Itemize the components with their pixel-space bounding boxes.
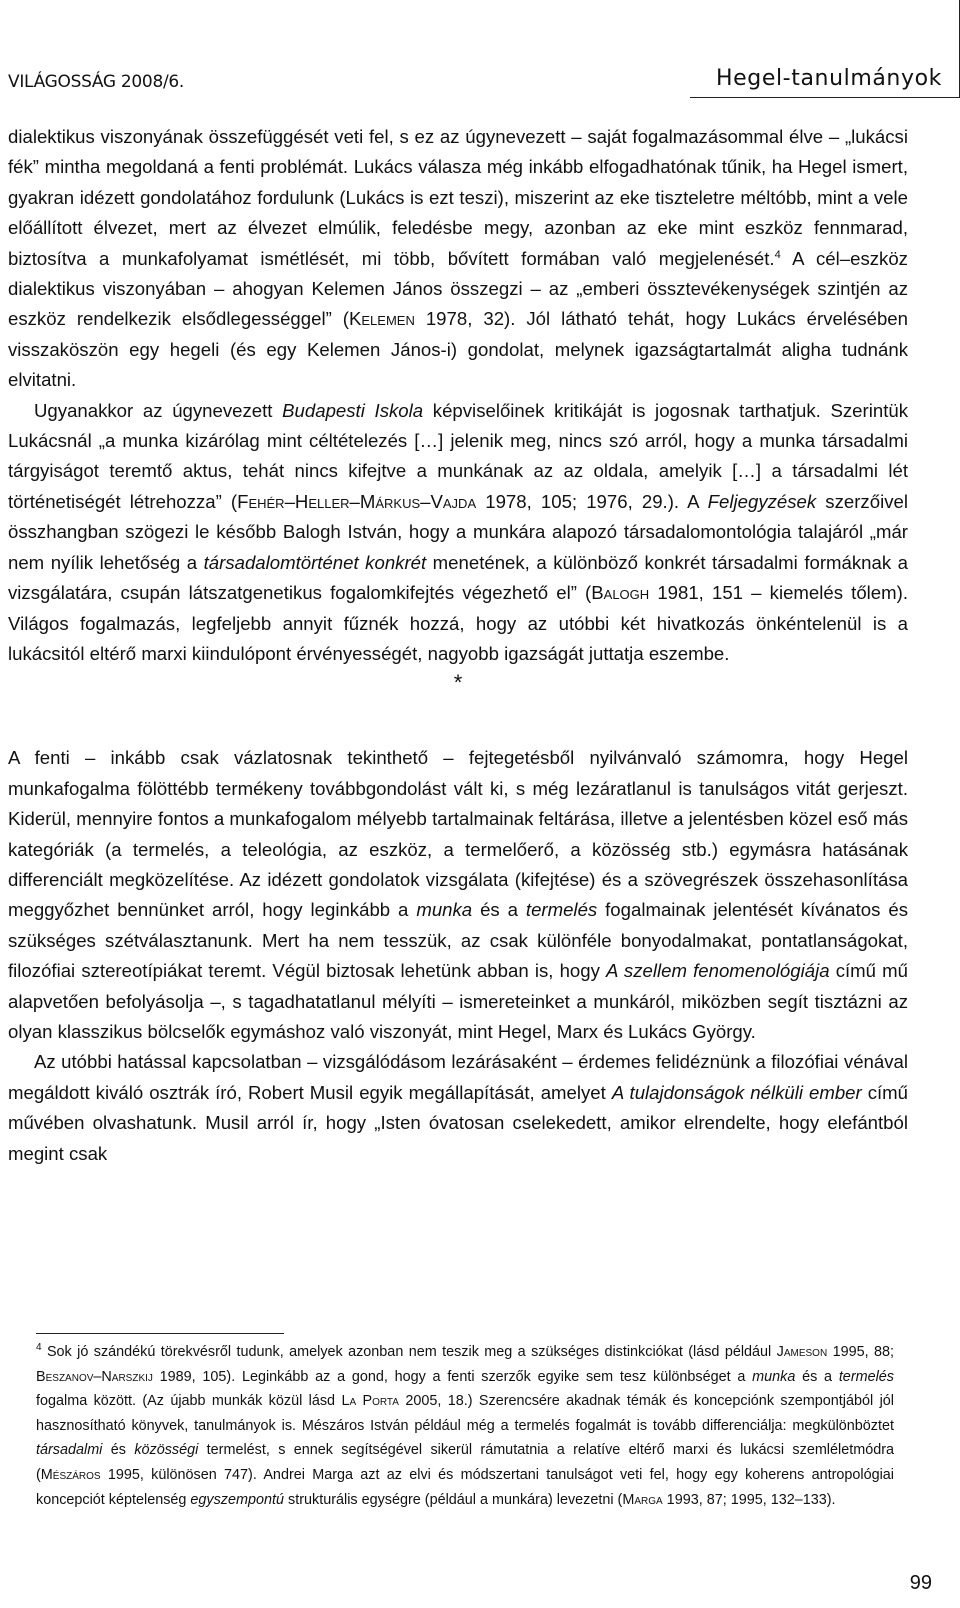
header-rule [690, 97, 960, 98]
article-body [8, 122, 908, 1169]
page-number: 99 [909, 1572, 932, 1594]
footnote-number: 4 [36, 1342, 42, 1354]
paragraph-4: Az utóbbi hatással kapcsolatban – vizsgálódásom lezárásaként – érdemes felidéznünk a filozófiai vénával megáldott kiváló osztrák író, Robert Musil egyik megállapítását, amelyet A tulajdonságok nélküli ember című művében olvashatunk. Musil arról ír, hogy „Isten óvatosan cselekedett, amikor elrendelte, hogy elefántból megint csak [8, 1051, 908, 1164]
paragraph-1: dialektikus viszonyának összefüggését veti fel, s ez az úgynevezett – saját fogalmazásommal élve – „lukácsi fék” mintha megoldaná a fenti problémát. Lukács válasza még inkább elfogadhatónak tűnik, ha Hegel ismert, gyakran idézett gondolatához fordulunk (Lukács is ezt teszi), miszerint az eke tiszteletre méltóbb, mint a vele előállított élvezet, mert az élvezet elmúlik, feledésbe megy, azonban az eke mint eszköz fennmarad, biztosítva a munkafolyamat ismétlését, mi több, bővített formában való megjelenését.$^4$ A cél–eszköz dialektikus viszonyában – ahogyan Kelemen János összegzi – az „emberi össztevékenységek szintjén az eszköz rendelkezik elsődlegességgel” (Kelemen 1978, 32). Jól látható tehát, hogy Lukács érvelésében visszaköszön egy hegeli (és egy Kelemen János-i) gondolat, melynek igazságtartalmát aligha tudnánk elvitatni. [8, 126, 908, 391]
paragraph-2: Ugyanakkor az úgynevezett Budapesti Iskola képviselőinek kritikáját is jogosnak tarthatjuk. Szerintük Lukácsnál „a munka kizárólag mint céltételezés […] jelenik meg, nincs szó arról, hogy a munka társadalmi tárgyiságot teremtő aktus, tehát nincs kifejtve a munkának az az oldala, amelyik […] a társadalmi lét történetiségét létrehozza” (Fehér–Heller–Márkus–Vajda 1978, 105; 1976, 29.). A Feljegyzések szerzőivel összhangban szögezi le később Balogh István, hogy a munkára alapozó társadalomontológia talajáról „már nem nyílik lehetőség a társadalomtörténet konkrét menetének, a különböző konkrét társadalmi formáknak a vizsgálatára, csupán látszatgenetikus fogalomkifejtés végezhető el” (Balogh 1981, 151 – kiemelés tőlem). Világos fogalmazás, legfeljebb annyit fűznék hozzá, hogy az utóbbi két hivatkozás önkéntelenül is a lukácsitól eltérő marxi kiindulópont érvényességét, nagyobb igazságát juttatja eszembe. [8, 399, 908, 664]
authors-feher-heller: Fehér–Heller–Márkus–Vajda [237, 490, 477, 512]
journal-issue: VILÁGOSSÁG 2008/6. [8, 72, 185, 92]
footnote-rule [36, 1333, 284, 1334]
section-separator: * [453, 670, 463, 696]
author-balogh: Balogh [591, 582, 650, 604]
footnote-4: $^4$ Sok jó szándékú törekvésről tudunk, amelyek azonban nem teszik meg a szükséges distinkciókat (lásd például Jameson 1995, 88; Beszanov–Narszkij 1989, 105). Leginkább az a gond, hogy a fenti szerzők egyike sem tesz különbséget a munka és a termelés fogalma között. (Az újabb munkák közül lásd La Porta 2005, 18.) Szerencsére akadnak témák és koncepciónk szempontjából jól hasznosítható könyvek, tanulmányok is. Mészáros István például még a termelés fogalmát is tovább differenciálja: megkülönböztet társadalmi és közösségi termelést, s ennek segítségével sikerül rámutatnia a relatíve eltérő marxi és lukácsi szemléletmódra (Mészáros 1995, különösen 747). Andrei Marga azt az elvi és módszertani tanulságot veti fel, hogy egy koherens antropológiai koncepciót képtelenség egyszempontú strukturális egységre (például a munkára) levezetni (Marga 1993, 87; 1995, 132–133). [36, 1342, 894, 1508]
author-kelemen: Kelemen [348, 308, 415, 330]
footnote-ref-4[interactable]: 4 [774, 248, 781, 261]
paragraph-3: A fenti – inkább csak vázlatosnak tekinthető – fejtegetésből nyilvánvaló számomra, hogy Hegel munkafogalma fölöttébb termékeny továbbgondolást vált ki, s még lezáratlanul is tanulságos vitát gerjeszt. Kiderül, mennyire fontos a munkafogalom mélyebb tartalmainak feltárása, illetve a jelentésben közel eső más kategóriák (a termelés, a teleológia, az eszköz, a termelőerő, a közösség stb.) egymásra hatásának differenciált megközelítése. Az idézett gondolatok vizsgálata (kifejtése) és a szövegrészek összehasonlítása meggyőzhet bennünket arról, hogy leginkább a munka és a termelés fogalmainak jelentését kívánatos és szükséges szétválasztanunk. Mert ha nem tesszük, az csak különféle bonyodalmakat, pontatlanságokat, filozófiai sztereotípiákat teremt. Végül biztosak lehetünk abban is, hogy A szellem fenomenológiája című mű alapvetően befolyásolja –, s tagadhatatlanul mélyíti – ismereteinket a munkáról, miközben segít tisztázni az olyan klasszikus bölcselők egymáshoz való viszonyát, mint Hegel, Marx és Lukács György. [8, 747, 908, 1042]
section-title: Hegel-tanulmányok [715, 66, 942, 91]
